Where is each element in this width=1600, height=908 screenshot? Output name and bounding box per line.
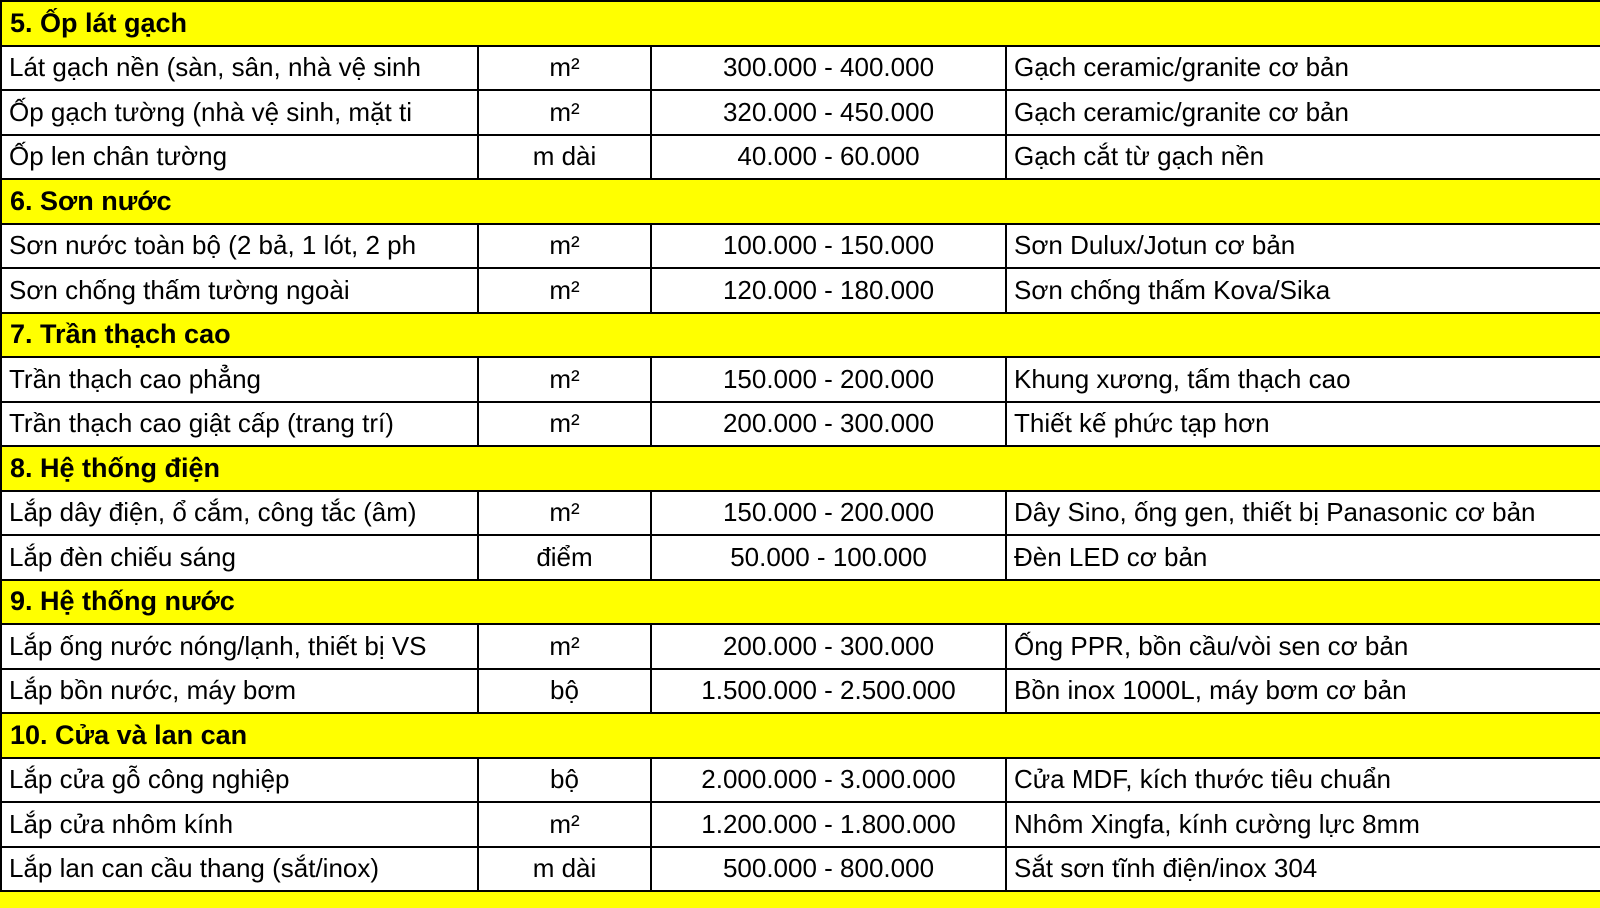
cell-note[interactable]: Thiết kế phức tạp hơn [1014, 408, 1270, 439]
cell-unit[interactable]: m² [479, 803, 652, 846]
cell-price[interactable]: 1.200.000 - 1.800.000 [652, 803, 1007, 846]
cell-item[interactable]: Trần thạch cao giật cấp (trang trí) [0, 403, 479, 446]
cell-unit[interactable]: m² [479, 358, 652, 401]
cell-item[interactable]: Sơn nước toàn bộ (2 bả, 1 lót, 2 ph [0, 225, 479, 268]
cell-unit[interactable]: m dài [479, 136, 652, 179]
cell-price[interactable]: 300.000 - 400.000 [652, 47, 1007, 90]
cell-note[interactable]: Sơn Dulux/Jotun cơ bản [1014, 230, 1296, 261]
cell-note[interactable]: Bồn inox 1000L, máy bơm cơ bản [1014, 675, 1407, 706]
cell-note[interactable]: Khung xương, tấm thạch cao [1014, 363, 1351, 394]
cell-unit[interactable]: m² [479, 403, 652, 446]
cell-unit[interactable]: bộ [479, 759, 652, 802]
section-header-row-partial[interactable] [0, 892, 1600, 908]
table-row[interactable] [0, 848, 1600, 893]
section-header-row[interactable] [0, 581, 1600, 626]
cell-note[interactable]: Ống PPR, bồn cầu/vòi sen cơ bản [1014, 630, 1409, 661]
table-row[interactable] [0, 803, 1600, 848]
cell-note[interactable]: Gạch ceramic/granite cơ bản [1014, 96, 1349, 127]
cell-unit[interactable]: m² [479, 625, 652, 668]
cell-item[interactable]: Lắp cửa gỗ công nghiệp [0, 759, 479, 802]
section-header-row[interactable] [0, 180, 1600, 225]
cell-note[interactable]: Dây Sino, ống gen, thiết bị Panasonic cơ bản [1014, 497, 1536, 528]
cell-item[interactable]: Lắp ống nước nóng/lạnh, thiết bị VS [0, 625, 479, 668]
section-header-row[interactable] [0, 2, 1600, 47]
table-row[interactable] [0, 136, 1600, 181]
table-row[interactable] [0, 536, 1600, 581]
cell-item[interactable]: Lắp bồn nước, máy bơm [0, 670, 479, 713]
table-row[interactable] [0, 269, 1600, 314]
section-title[interactable]: 5. Ốp lát gạch [0, 2, 1600, 45]
cell-price[interactable]: 200.000 - 300.000 [652, 625, 1007, 668]
cell-unit[interactable]: m² [479, 492, 652, 535]
cell-price[interactable]: 100.000 - 150.000 [652, 225, 1007, 268]
cell-item[interactable]: Ốp len chân tường [0, 136, 479, 179]
section-header-row[interactable] [0, 447, 1600, 492]
table-row[interactable] [0, 625, 1600, 670]
cell-price[interactable]: 320.000 - 450.000 [652, 91, 1007, 134]
cell-note[interactable]: Cửa MDF, kích thước tiêu chuẩn [1014, 764, 1391, 795]
cell-price[interactable]: 150.000 - 200.000 [652, 492, 1007, 535]
section-title[interactable]: 10. Cửa và lan can [0, 714, 1600, 757]
cell-item[interactable]: Lắp đèn chiếu sáng [0, 536, 479, 579]
table-row[interactable] [0, 670, 1600, 715]
table-row[interactable] [0, 47, 1600, 92]
cell-item[interactable]: Sơn chống thấm tường ngoài [0, 269, 479, 312]
section-title[interactable]: 7. Trần thạch cao [0, 314, 1600, 357]
table-row[interactable] [0, 225, 1600, 270]
cell-unit[interactable]: m² [479, 225, 652, 268]
cell-item[interactable]: Lắp lan can cầu thang (sắt/inox) [0, 848, 479, 891]
cell-price[interactable]: 50.000 - 100.000 [652, 536, 1007, 579]
cell-unit[interactable]: bộ [479, 670, 652, 713]
cell-note[interactable]: Gạch ceramic/granite cơ bản [1014, 52, 1349, 83]
cell-item[interactable]: Ốp gạch tường (nhà vệ sinh, mặt ti [0, 91, 479, 134]
section-title[interactable]: 6. Sơn nước [0, 180, 1600, 223]
table-row[interactable] [0, 358, 1600, 403]
cell-unit[interactable]: m dài [479, 848, 652, 891]
cell-price[interactable]: 500.000 - 800.000 [652, 848, 1007, 891]
section-title[interactable]: 8. Hệ thống điện [0, 447, 1600, 490]
cell-note[interactable]: Gạch cắt từ gạch nền [1014, 141, 1265, 172]
cell-unit[interactable]: m² [479, 269, 652, 312]
cell-price[interactable]: 200.000 - 300.000 [652, 403, 1007, 446]
cell-note[interactable]: Sơn chống thấm Kova/Sika [1014, 274, 1331, 305]
table-row[interactable] [0, 403, 1600, 448]
cell-unit[interactable]: m² [479, 91, 652, 134]
cell-item[interactable]: Lắp dây điện, ổ cắm, công tắc (âm) [0, 492, 479, 535]
table-row[interactable] [0, 492, 1600, 537]
cell-item[interactable]: Trần thạch cao phẳng [0, 358, 479, 401]
cell-price[interactable]: 40.000 - 60.000 [652, 136, 1007, 179]
section-header-row[interactable] [0, 314, 1600, 359]
section-title[interactable]: 9. Hệ thống nước [0, 581, 1600, 624]
cell-item[interactable]: Lát gạch nền (sàn, sân, nhà vệ sinh [0, 47, 479, 90]
table-row[interactable] [0, 91, 1600, 136]
cell-unit[interactable]: m² [479, 47, 652, 90]
cell-unit[interactable]: điểm [479, 536, 652, 579]
cell-note[interactable]: Đèn LED cơ bản [1014, 541, 1208, 572]
section-header-row[interactable] [0, 714, 1600, 759]
cell-price[interactable]: 120.000 - 180.000 [652, 269, 1007, 312]
table-row[interactable] [0, 759, 1600, 804]
cell-note[interactable]: Nhôm Xingfa, kính cường lực 8mm [1014, 808, 1420, 839]
cell-price[interactable]: 150.000 - 200.000 [652, 358, 1007, 401]
cell-note[interactable]: Sắt sơn tĩnh điện/inox 304 [1014, 853, 1318, 884]
cell-price[interactable]: 1.500.000 - 2.500.000 [652, 670, 1007, 713]
cell-price[interactable]: 2.000.000 - 3.000.000 [652, 759, 1007, 802]
cell-item[interactable]: Lắp cửa nhôm kính [0, 803, 479, 846]
